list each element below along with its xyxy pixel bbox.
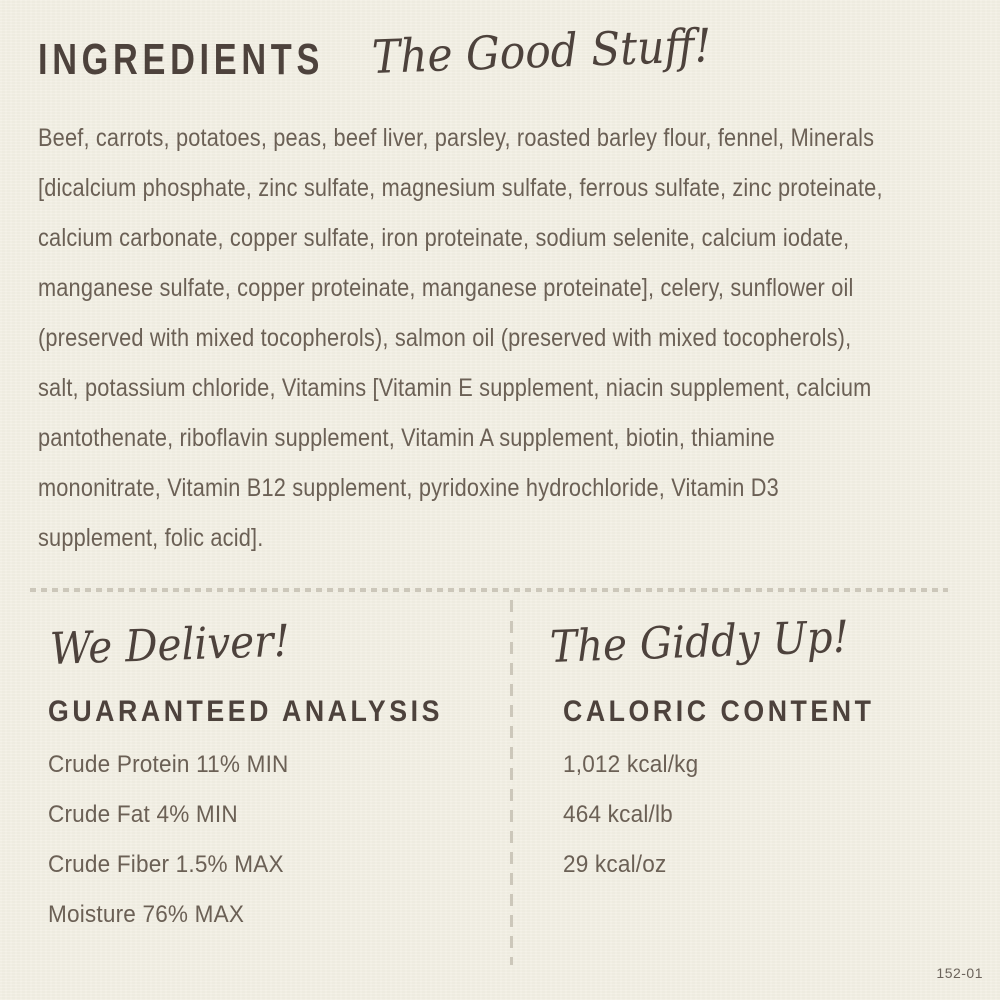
ingredients-paragraph	[38, 113, 968, 563]
ingredients-line: [dicalcium phosphate, zinc sulfate, magnesium sulfate, ferrous sulfate, zinc proteinate,	[38, 174, 883, 202]
ingredients-line: mononitrate, Vitamin B12 supplement, pyridoxine hydrochloride, Vitamin D3	[38, 474, 779, 502]
ingredients-line: (preserved with mixed tocopherols), salmon oil (preserved with mixed tocopherols),	[38, 324, 852, 352]
analysis-items	[48, 740, 304, 940]
caloric-heading: CALORIC CONTENT	[563, 695, 875, 728]
horizontal-dashed-divider	[30, 588, 948, 592]
analysis-item: Moisture 76% MAX	[48, 901, 245, 928]
ingredients-title: INGREDIENTS	[38, 35, 325, 84]
ingredients-line: salt, potassium chloride, Vitamins [Vitamin E supplement, niacin supplement, calcium	[38, 374, 872, 402]
label-code: 152-01	[936, 965, 983, 981]
caloric-item: 1,012 kcal/kg	[563, 751, 699, 778]
ingredients-line: calcium carbonate, copper sulfate, iron proteinate, sodium selenite, calcium iodate,	[38, 224, 850, 252]
ingredients-tagline: The Good Stuff!	[371, 18, 713, 84]
caloric-items	[563, 740, 707, 890]
analysis-item: Crude Protein 11% MIN	[48, 751, 289, 778]
analysis-heading: GUARANTEED ANALYSIS	[48, 695, 444, 728]
ingredients-line: manganese sulfate, copper proteinate, manganese proteinate], celery, sunflower oil	[38, 274, 854, 302]
ingredients-line: Beef, carrots, potatoes, peas, beef liver, parsley, roasted barley flour, fennel, Minerals	[38, 124, 875, 152]
ingredients-line: pantothenate, riboflavin supplement, Vitamin A supplement, biotin, thiamine	[38, 424, 775, 452]
caloric-script-heading: The Giddy Up!	[549, 611, 850, 673]
analysis-script-heading: We Deliver!	[49, 615, 291, 675]
ingredients-line: supplement, folic acid].	[38, 524, 264, 552]
vertical-dashed-divider	[510, 600, 513, 965]
analysis-item: Crude Fat 4% MIN	[48, 801, 238, 828]
caloric-item: 29 kcal/oz	[563, 851, 667, 878]
analysis-item: Crude Fiber 1.5% MAX	[48, 851, 284, 878]
caloric-item: 464 kcal/lb	[563, 801, 673, 828]
